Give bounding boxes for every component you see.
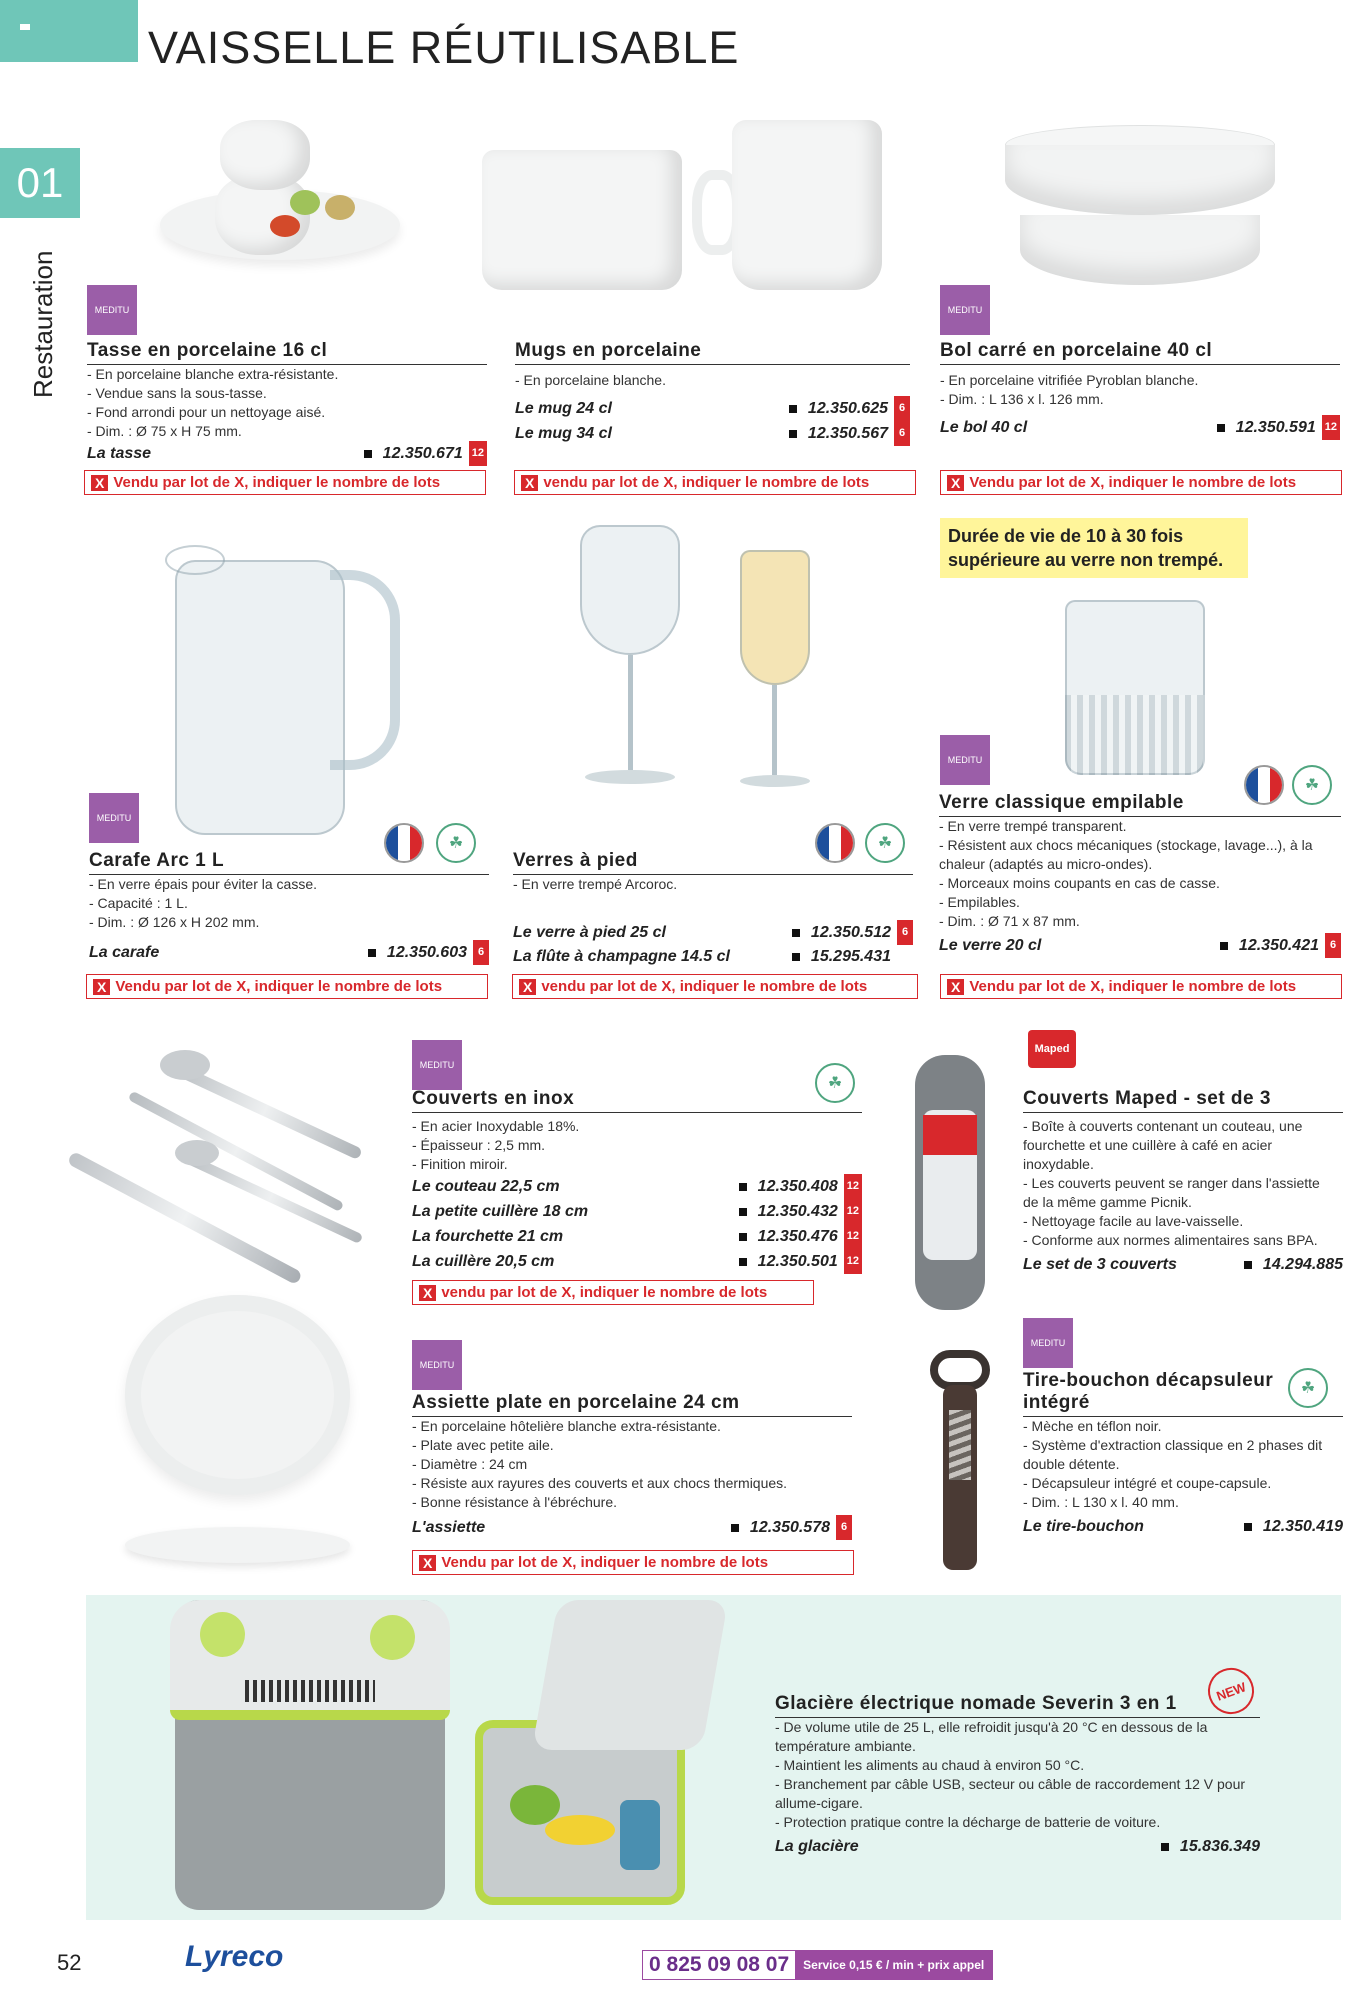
- product-title: Glacière électrique nomade Severin 3 en 1: [775, 1693, 1260, 1718]
- maped-image: [915, 1055, 985, 1310]
- product-description: - En verre trempé Arcoroc.: [513, 876, 678, 892]
- verres-image: [570, 525, 830, 800]
- brand-logo: MEDITU: [87, 285, 137, 335]
- carafe-image: [165, 530, 405, 840]
- lot-notice: X Vendu par lot de X, indiquer le nombre de lots: [84, 470, 486, 495]
- product-description: - En acier Inoxydable 18%. - Épaisseur : 2,5 mm. - Finition miroir.: [412, 1118, 580, 1172]
- couverts-image: [70, 1050, 390, 1280]
- product-title: Verre classique empilable: [939, 792, 1341, 817]
- flag-icon: [20, 24, 30, 30]
- product-title: Verres à pied: [513, 850, 913, 875]
- section-tab-bar: [0, 0, 138, 62]
- product-couverts: [412, 1088, 862, 1274]
- product-bol: [940, 340, 1340, 440]
- product-description: - En verre épais pour éviter la casse. - Capacité : 1 L. - Dim. : Ø 126 x H 202 mm.: [89, 876, 317, 930]
- reference-row: Le tire-bouchon 12.350.419: [1023, 1518, 1343, 1535]
- new-badge: NEW: [1202, 1662, 1261, 1721]
- lyreco-logo: Lyreco: [185, 1940, 284, 1973]
- product-maped: [1023, 1088, 1343, 1276]
- product-description: - En porcelaine blanche.: [515, 372, 666, 388]
- product-carafe: [89, 850, 489, 965]
- product-description: - En porcelaine vitrifiée Pyroblan blanche. - Dim. : L 136 x l. 126 mm.: [940, 372, 1199, 407]
- tasse-image: [160, 115, 400, 285]
- lot-notice: X vendu par lot de X, indiquer le nombre de lots: [512, 974, 918, 999]
- maped-logo: Maped: [1028, 1030, 1076, 1068]
- phone-banner: [642, 1950, 993, 1980]
- eco-label-icon: ☘: [436, 823, 476, 863]
- section-label: Restauration: [28, 250, 58, 398]
- brand-logo: MEDITU: [940, 285, 990, 335]
- mugs-image: [482, 120, 892, 290]
- reference-row: Le bol 40 cl 12.350.591 12: [940, 415, 1340, 440]
- product-mugs: [515, 340, 910, 446]
- reference-row: La carafe 12.350.603 6: [89, 940, 489, 965]
- brand-logo: MEDITU: [89, 793, 139, 843]
- reference-row: La cuillère 20,5 cm 12.350.501 12: [412, 1249, 862, 1274]
- product-description: - En porcelaine hôtelière blanche extra-résistante. - Plate avec petite aile. - Diamètre : 24 cm - Résiste aux rayures des couverts et aux chocs thermiques. - Bonne résistance à l'ébréchure.: [412, 1418, 788, 1510]
- highlight-callout: Durée de vie de 10 à 30 fois supérieure au verre non trempé.: [940, 518, 1248, 578]
- lot-notice: X Vendu par lot de X, indiquer le nombre de lots: [940, 974, 1342, 999]
- assiette-image: [125, 1295, 350, 1570]
- bol-image: [1005, 125, 1275, 295]
- product-assiette: [412, 1392, 852, 1540]
- product-title: Couverts Maped - set de 3: [1023, 1088, 1343, 1113]
- brand-logo: MEDITU: [412, 1040, 462, 1090]
- product-title: Couverts en inox: [412, 1088, 862, 1113]
- product-verres: [513, 850, 913, 968]
- eco-label-icon: ☘: [865, 823, 905, 863]
- lot-notice: X vendu par lot de X, indiquer le nombre de lots: [412, 1280, 814, 1305]
- reference-row: Le verre 20 cl 12.350.421 6: [939, 933, 1341, 958]
- product-title: Mugs en porcelaine: [515, 340, 910, 365]
- lot-notice: X Vendu par lot de X, indiquer le nombre de lots: [940, 470, 1342, 495]
- reference-row: La petite cuillère 18 cm 12.350.432 12: [412, 1199, 862, 1224]
- product-title: Tasse en porcelaine 16 cl: [87, 340, 487, 365]
- reference-row: Le mug 24 cl 12.350.625 6: [515, 396, 910, 421]
- phone-number[interactable]: 0 825 09 08 07: [649, 1953, 790, 1976]
- reference-row: La tasse 12.350.671 12: [87, 441, 487, 466]
- reference-row: L'assiette 12.350.578 6: [412, 1515, 852, 1540]
- reference-row: Le mug 34 cl 12.350.567 6: [515, 421, 910, 446]
- page-number: 52: [57, 1950, 82, 1975]
- product-description: - En porcelaine blanche extra-résistante. - Vendue sans la sous-tasse. - Fond arrondi pour un nettoyage aisé. - Dim. : Ø 75 x H 75 mm.: [87, 366, 339, 439]
- service-price: Service 0,15 € / min + prix appel: [795, 1951, 992, 1979]
- glaciere-image: [170, 1600, 740, 1910]
- product-description: - En verre trempé transparent. - Résistent aux chocs mécaniques (stockage, lavage...), à la chaleur (adaptés au micro-ondes). - Morceaux moins coupants en cas de casse. - Empilables. - Dim. : Ø 71 x 87 mm.: [939, 818, 1313, 929]
- product-title: Tire-bouchon décapsuleur: [1023, 1370, 1274, 1391]
- product-description: - Mèche en téflon noir. - Système d'extraction classique en 2 phases dit double détente. - Décapsuleur intégré et coupe-capsule. - Dim. : L 130 x l. 40 mm.: [1023, 1418, 1323, 1510]
- eco-label-icon: ☘: [1292, 765, 1332, 805]
- brand-logo: MEDITU: [1023, 1318, 1073, 1368]
- eco-label-icon: ☘: [815, 1063, 855, 1103]
- reference-row: La glacière 15.836.349: [775, 1838, 1260, 1855]
- tirebouchon-image: [925, 1350, 995, 1575]
- verre-classique-image: [1065, 600, 1205, 775]
- eco-label-icon: ☘: [1288, 1368, 1328, 1408]
- lot-notice: X vendu par lot de X, indiquer le nombre de lots: [514, 470, 916, 495]
- lot-notice: X Vendu par lot de X, indiquer le nombre de lots: [86, 974, 488, 999]
- brand-logo: MEDITU: [412, 1340, 462, 1390]
- product-title: Assiette plate en porcelaine 24 cm: [412, 1392, 852, 1417]
- product-tasse: [87, 340, 487, 466]
- product-description: - De volume utile de 25 L, elle refroidit jusqu'à 20 °C en dessous de la température ambiante. - Maintient les aliments au chaud à environ 50 °C. - Branchement par câble USB, secteur ou câble de raccordement 12 V pour allume-cigare. - Protection pratique contre la décharge de batterie de voiture.: [775, 1719, 1246, 1830]
- product-title-line-2: intégré: [1023, 1392, 1343, 1417]
- reference-row: La fourchette 21 cm 12.350.476 12: [412, 1224, 862, 1249]
- reference-row: Le verre à pied 25 cl 12.350.512 6: [513, 920, 913, 945]
- product-verre-classique: [939, 792, 1341, 958]
- reference-row: La flûte à champagne 14.5 cl 15.295.431: [513, 948, 891, 965]
- page-title: VAISSELLE RÉUTILISABLE: [148, 22, 740, 73]
- reference-row: Le couteau 22,5 cm 12.350.408 12: [412, 1174, 862, 1199]
- product-title: Carafe Arc 1 L: [89, 850, 489, 875]
- product-description: - Boîte à couverts contenant un couteau, une fourchette et une cuillère à café en acier inoxydable. - Les couverts peuvent se ranger dans l'assiette de la même gamme Picnik. - Nettoyage facile au lave-vaisselle. - Conforme aux normes alimentaires sans BPA.: [1023, 1118, 1320, 1248]
- product-glaciere: [775, 1693, 1260, 1858]
- product-tirebouchon: [1023, 1370, 1343, 1538]
- lot-notice: X Vendu par lot de X, indiquer le nombre de lots: [412, 1550, 854, 1575]
- section-number: 01: [0, 148, 80, 218]
- reference-row: Le set de 3 couverts 14.294.885: [1023, 1256, 1343, 1273]
- product-title: Bol carré en porcelaine 40 cl: [940, 340, 1340, 365]
- brand-logo: MEDITU: [940, 735, 990, 785]
